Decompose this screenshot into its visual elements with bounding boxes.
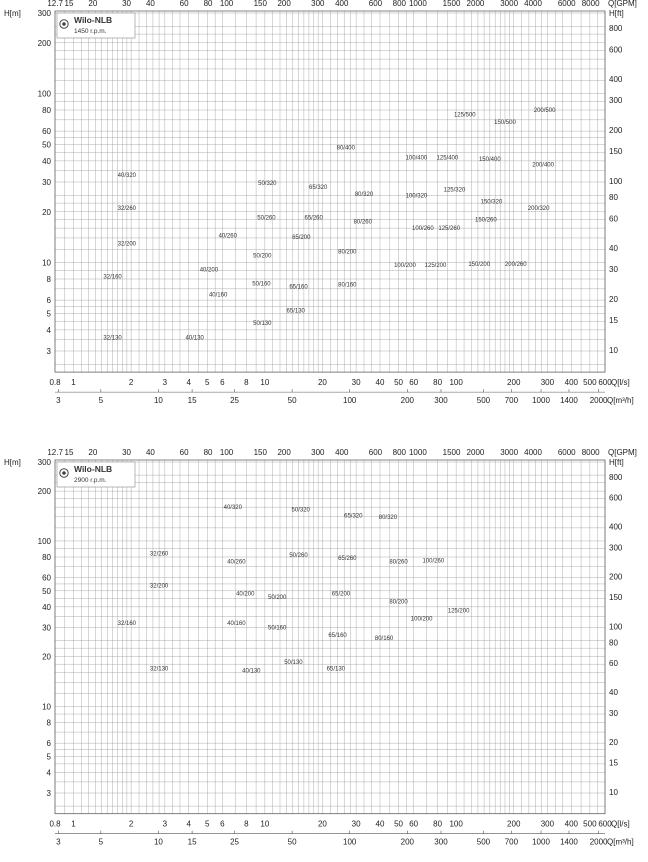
q-ls-tick: 30 xyxy=(351,819,361,829)
h-m-tick: 100 xyxy=(37,536,51,546)
pump-curve-label: 200/320 xyxy=(527,206,550,213)
h-ft-tick: 30 xyxy=(609,265,618,275)
q-gpm-tick: 300 xyxy=(311,0,325,8)
q-ls-tick: 6 xyxy=(220,378,225,388)
pump-curve-label: 32/160 xyxy=(117,620,137,627)
pump-curve-label: 65/200 xyxy=(331,591,351,598)
q-gpm-tick: 800 xyxy=(392,0,407,8)
h-m-tick: 50 xyxy=(42,586,51,596)
h-ft-tick: 200 xyxy=(609,572,623,582)
brand-title: Wilo-NLB xyxy=(74,464,113,474)
pump-curve-label: 125/500 xyxy=(453,112,476,119)
q-ls-tick: 6 xyxy=(220,819,225,829)
q-ls-tick: 400 xyxy=(564,819,578,829)
h-ft-tick: 40 xyxy=(609,688,618,698)
h-ft-tick: 300 xyxy=(609,96,623,106)
pump-curve-label: 100/200 xyxy=(410,616,433,623)
q-ls-tick: 8 xyxy=(244,819,249,829)
pump-curve-label: 40/160 xyxy=(208,292,228,299)
h-ft-tick: 150 xyxy=(609,593,623,603)
pump-curve-label: 65/260 xyxy=(304,215,323,222)
q-m3h-tick: 15 xyxy=(187,837,197,847)
pump-curve-label: 50/160 xyxy=(267,625,287,632)
pump-curve-label: 32/260 xyxy=(117,206,137,213)
h-m-tick: 10 xyxy=(42,702,51,712)
q-gpm-axis-label: Q[GPM] xyxy=(608,0,637,8)
pump-curve-label: 50/130 xyxy=(253,320,272,327)
pump-curve-label: 65/320 xyxy=(344,513,363,520)
h-ft-tick: 800 xyxy=(609,24,623,34)
q-gpm-tick: 100 xyxy=(219,448,234,457)
q-gpm-tick: 20 xyxy=(88,448,98,457)
h-ft-tick: 60 xyxy=(609,214,618,224)
pump-curve-label: 80/200 xyxy=(389,599,408,606)
q-gpm-tick: 40 xyxy=(145,0,155,8)
q-ls-tick: 100 xyxy=(449,378,463,388)
q-gpm-tick: 60 xyxy=(179,0,189,8)
q-ls-tick: 500 xyxy=(583,378,597,388)
pump-curve-label: 80/200 xyxy=(338,249,357,256)
q-m3h-tick: 25 xyxy=(230,837,239,847)
pump-curve-label: 125/320 xyxy=(443,187,466,194)
h-m-tick: 80 xyxy=(42,106,51,116)
h-ft-tick: 800 xyxy=(609,472,623,482)
h-ft-tick: 300 xyxy=(609,543,623,553)
h-m-tick: 60 xyxy=(42,573,51,583)
h-m-tick: 80 xyxy=(42,553,51,563)
h-m-tick: 3 xyxy=(46,789,51,798)
h-ft-axis-label: H[ft] xyxy=(609,458,624,467)
q-ls-tick: 4 xyxy=(186,819,191,829)
pump-curve-label: 65/130 xyxy=(286,308,305,315)
q-gpm-tick: 30 xyxy=(122,0,131,8)
pump-curve-label: 50/320 xyxy=(291,507,310,514)
h-ft-tick: 40 xyxy=(609,244,618,254)
q-ls-tick: 300 xyxy=(540,378,555,388)
h-ft-tick: 20 xyxy=(609,294,618,304)
pump-curve-label: 100/200 xyxy=(394,262,416,269)
q-gpm-tick: 600 xyxy=(368,448,383,457)
speed-label: 1450 r.p.m. xyxy=(74,28,107,35)
q-gpm-tick: 3000 xyxy=(500,0,519,8)
q-ls-tick: 40 xyxy=(375,378,385,388)
q-m3h-axis-label: Q[m³/h] xyxy=(607,396,634,406)
pump-curve-label: 80/320 xyxy=(354,191,374,198)
h-m-tick: 30 xyxy=(42,623,51,633)
q-ls-tick: 200 xyxy=(507,378,521,388)
q-m3h-tick: 1000 xyxy=(532,837,550,847)
q-m3h-tick: 2000 xyxy=(589,837,608,847)
h-ft-tick: 200 xyxy=(609,125,623,135)
h-m-tick: 6 xyxy=(46,739,51,749)
q-gpm-tick: 15 xyxy=(64,0,74,8)
pump-curve-label: 100/260 xyxy=(412,226,434,233)
q-gpm-tick: 6000 xyxy=(557,0,576,8)
pump-curve-label: 200/400 xyxy=(532,162,555,169)
pump-curve-label: 40/200 xyxy=(199,267,219,274)
pump-curve-label: 40/320 xyxy=(223,505,242,512)
h-m-tick: 10 xyxy=(42,258,51,268)
h-ft-tick: 80 xyxy=(609,638,618,648)
pump-curve-label: 40/260 xyxy=(227,559,246,566)
q-gpm-tick: 3000 xyxy=(500,448,519,457)
q-ls-tick: 100 xyxy=(449,819,463,829)
q-gpm-tick: 1500 xyxy=(442,448,461,457)
q-gpm-tick: 2000 xyxy=(466,448,485,457)
q-gpm-tick: 800 xyxy=(392,448,407,457)
pump-curve-label: 50/260 xyxy=(257,215,276,222)
h-ft-tick: 15 xyxy=(609,316,618,326)
h-ft-tick: 30 xyxy=(609,708,618,718)
q-m3h-tick: 200 xyxy=(400,396,414,406)
q-m3h-tick: 100 xyxy=(343,837,357,847)
pump-curve-label: 40/130 xyxy=(242,668,261,675)
h-m-tick: 30 xyxy=(42,178,51,187)
q-ls-tick: 40 xyxy=(375,819,385,829)
q-gpm-tick: 150 xyxy=(253,448,267,457)
pump-curve-label: 150/320 xyxy=(480,199,503,206)
q-m3h-tick: 300 xyxy=(434,396,448,406)
pump-curve-label: 125/260 xyxy=(438,226,461,233)
q-gpm-tick: 30 xyxy=(122,448,131,457)
wilo-logo-icon-center xyxy=(62,22,66,26)
q-gpm-tick: 400 xyxy=(335,448,349,457)
q-ls-tick: 20 xyxy=(317,378,327,388)
q-gpm-tick: 15 xyxy=(64,448,74,457)
h-m-tick: 100 xyxy=(37,89,51,99)
h-ft-tick: 400 xyxy=(609,75,623,85)
pump-curve-label: 40/130 xyxy=(185,335,204,342)
h-ft-tick: 15 xyxy=(609,758,618,768)
q-gpm-tick: 6000 xyxy=(557,448,576,457)
pump-curve-label: 125/200 xyxy=(447,608,470,615)
q-m3h-tick: 25 xyxy=(230,396,239,406)
q-gpm-tick: 12.7 xyxy=(47,448,63,457)
pump-curve-label: 32/200 xyxy=(117,241,137,248)
q-ls-tick: 5 xyxy=(205,378,210,388)
q-ls-tick: 30 xyxy=(351,378,361,388)
h-m-tick: 5 xyxy=(46,309,51,319)
h-m-tick: 200 xyxy=(37,38,51,48)
h-m-tick: 20 xyxy=(42,652,51,662)
h-m-tick: 300 xyxy=(37,9,51,18)
q-gpm-tick: 300 xyxy=(311,448,325,457)
q-ls-tick: 600 xyxy=(598,819,612,829)
pump-curve-label: 65/160 xyxy=(289,284,308,291)
h-m-tick: 8 xyxy=(46,275,51,285)
q-ls-tick: 80 xyxy=(433,378,443,388)
pump-curve-label: 65/260 xyxy=(338,555,357,562)
q-ls-tick: 0.8 xyxy=(49,378,61,388)
q-gpm-tick: 400 xyxy=(335,0,349,8)
q-gpm-tick: 1000 xyxy=(408,0,427,8)
q-ls-tick: 50 xyxy=(394,378,404,388)
pump-curve-label: 200/500 xyxy=(533,108,556,115)
h-m-axis-label: H[m] xyxy=(4,9,21,18)
q-gpm-tick: 8000 xyxy=(581,0,600,8)
q-m3h-tick: 3 xyxy=(56,396,61,406)
q-ls-tick: 400 xyxy=(564,378,578,388)
q-gpm-tick: 200 xyxy=(277,0,291,8)
q-m3h-tick: 1000 xyxy=(532,396,550,406)
wilo-logo-icon-center xyxy=(62,471,66,475)
q-ls-axis-label: Q[l/s] xyxy=(611,819,630,829)
pump-curve-label: 80/400 xyxy=(336,145,355,152)
q-ls-tick: 20 xyxy=(317,819,327,829)
q-gpm-tick: 12.7 xyxy=(47,0,63,8)
h-ft-tick: 60 xyxy=(609,659,618,669)
pump-curve-label: 32/130 xyxy=(149,666,169,673)
chart-2 xyxy=(4,448,637,847)
pump-curve-label: 50/260 xyxy=(289,553,308,560)
q-ls-tick: 2 xyxy=(128,378,134,388)
pump-curve-label: 65/320 xyxy=(308,185,328,192)
h-ft-tick: 100 xyxy=(609,176,623,186)
q-ls-tick: 1 xyxy=(71,378,76,388)
q-gpm-tick: 4000 xyxy=(524,448,542,457)
chart-1 xyxy=(4,0,637,405)
pump-curve-label: 125/400 xyxy=(436,155,459,162)
h-ft-tick: 80 xyxy=(609,193,618,203)
h-ft-tick: 600 xyxy=(609,493,623,503)
q-gpm-tick: 150 xyxy=(253,0,267,8)
q-m3h-tick: 10 xyxy=(153,396,163,406)
q-gpm-axis-label: Q[GPM] xyxy=(608,448,637,457)
pump-curve-label: 32/260 xyxy=(149,551,169,558)
pump-curve-label: 40/160 xyxy=(227,620,246,627)
q-gpm-tick: 80 xyxy=(203,0,213,8)
pump-curve-label: 100/320 xyxy=(405,193,428,200)
q-ls-tick: 0.8 xyxy=(49,819,61,829)
pump-curve-label: 80/160 xyxy=(374,635,394,642)
q-ls-axis-label: Q[l/s] xyxy=(611,378,630,388)
pump-curve-label: 100/400 xyxy=(405,155,428,162)
q-m3h-tick: 700 xyxy=(504,396,519,406)
q-gpm-tick: 1000 xyxy=(408,448,427,457)
q-m3h-tick: 500 xyxy=(476,396,491,406)
h-m-tick: 4 xyxy=(46,768,51,778)
q-ls-tick: 1 xyxy=(71,819,76,829)
pump-curve-label: 32/200 xyxy=(149,583,169,590)
h-m-tick: 4 xyxy=(46,325,51,335)
h-ft-tick: 400 xyxy=(609,522,623,532)
h-m-tick: 40 xyxy=(42,602,51,612)
h-ft-tick: 100 xyxy=(609,622,623,632)
pump-curve-label: 50/200 xyxy=(267,594,287,601)
q-ls-tick: 10 xyxy=(260,819,270,829)
q-gpm-tick: 4000 xyxy=(524,0,542,8)
q-gpm-tick: 1500 xyxy=(442,0,461,8)
q-m3h-tick: 5 xyxy=(98,396,104,406)
q-m3h-tick: 15 xyxy=(187,396,197,406)
h-m-tick: 60 xyxy=(42,127,51,137)
h-m-tick: 200 xyxy=(37,487,51,497)
pump-curve-label: 50/160 xyxy=(252,281,271,288)
q-gpm-tick: 2000 xyxy=(466,0,485,8)
h-ft-tick: 10 xyxy=(609,345,618,355)
pump-curve-label: 32/160 xyxy=(103,274,122,281)
q-m3h-tick: 10 xyxy=(153,837,163,847)
h-ft-tick: 20 xyxy=(609,738,618,748)
q-m3h-tick: 200 xyxy=(400,837,414,847)
h-ft-tick: 600 xyxy=(609,45,623,55)
q-ls-tick: 3 xyxy=(162,819,168,829)
h-m-tick: 6 xyxy=(46,296,51,306)
q-ls-tick: 5 xyxy=(205,819,210,829)
q-ls-tick: 8 xyxy=(244,378,249,388)
h-m-tick: 3 xyxy=(46,347,51,356)
pump-curve-label: 40/320 xyxy=(117,173,137,180)
q-m3h-axis-label: Q[m³/h] xyxy=(607,837,634,847)
pump-curve-label: 50/320 xyxy=(258,181,277,188)
q-ls-tick: 3 xyxy=(162,378,168,388)
plot-frame xyxy=(55,11,605,372)
q-ls-tick: 50 xyxy=(394,819,404,829)
q-m3h-tick: 700 xyxy=(504,837,519,847)
h-m-tick: 5 xyxy=(46,752,51,762)
pump-curve-label: 150/200 xyxy=(468,262,491,269)
q-gpm-tick: 20 xyxy=(88,0,98,8)
h-ft-tick: 10 xyxy=(609,787,618,797)
pump-curve-label: 50/130 xyxy=(284,660,303,667)
h-ft-axis-label: H[ft] xyxy=(609,9,624,18)
pump-curve-label: 80/320 xyxy=(378,514,398,521)
h-m-tick: 50 xyxy=(42,140,51,150)
h-m-tick: 20 xyxy=(42,207,51,217)
q-ls-tick: 4 xyxy=(186,378,191,388)
q-ls-tick: 60 xyxy=(409,378,419,388)
h-m-tick: 40 xyxy=(42,156,51,166)
pump-curve-label: 150/500 xyxy=(494,119,516,126)
pump-curve-label: 150/260 xyxy=(475,217,497,224)
pump-curve-label: 80/160 xyxy=(338,282,357,289)
q-ls-tick: 60 xyxy=(409,819,419,829)
q-m3h-tick: 3 xyxy=(56,837,61,847)
q-ls-tick: 300 xyxy=(540,819,555,829)
pump-curve-label: 65/160 xyxy=(328,633,347,640)
h-m-tick: 8 xyxy=(46,718,51,728)
q-gpm-tick: 8000 xyxy=(581,448,600,457)
pump-curve-label: 125/200 xyxy=(424,262,447,269)
q-gpm-tick: 60 xyxy=(179,448,189,457)
q-m3h-tick: 500 xyxy=(476,837,491,847)
h-m-axis-label: H[m] xyxy=(4,458,21,467)
q-gpm-tick: 100 xyxy=(219,0,234,8)
q-ls-tick: 600 xyxy=(598,378,612,388)
q-gpm-tick: 80 xyxy=(203,448,213,457)
speed-label: 2900 r.p.m. xyxy=(74,477,107,484)
q-ls-tick: 2 xyxy=(128,819,134,829)
q-m3h-tick: 50 xyxy=(287,837,297,847)
pump-curve-label: 65/200 xyxy=(292,234,311,241)
pump-curve-label: 80/260 xyxy=(353,219,372,226)
q-ls-tick: 500 xyxy=(583,819,597,829)
pump-curve-label: 65/130 xyxy=(326,666,346,673)
pump-curve-label: 100/260 xyxy=(422,558,445,565)
pump-curve-label: 40/260 xyxy=(218,233,237,240)
q-m3h-tick: 300 xyxy=(434,837,448,847)
q-gpm-tick: 200 xyxy=(277,448,291,457)
q-m3h-tick: 100 xyxy=(343,396,357,406)
pump-curve-label: 150/400 xyxy=(478,157,501,164)
pump-curve-label: 32/130 xyxy=(103,335,122,342)
pump-curve-label: 40/200 xyxy=(236,591,255,598)
pump-curve-label: 80/260 xyxy=(389,559,408,566)
h-m-tick: 300 xyxy=(37,458,51,467)
h-ft-tick: 150 xyxy=(609,147,623,157)
pump-curve-label: 50/200 xyxy=(253,253,272,260)
brand-title: Wilo-NLB xyxy=(74,15,113,25)
q-m3h-tick: 5 xyxy=(98,837,104,847)
pump-curve-label: 200/260 xyxy=(504,262,527,269)
q-ls-tick: 200 xyxy=(507,819,521,829)
q-m3h-tick: 1400 xyxy=(560,396,578,406)
q-gpm-tick: 600 xyxy=(368,0,383,8)
q-m3h-tick: 1400 xyxy=(560,837,578,847)
q-m3h-tick: 50 xyxy=(287,396,297,406)
q-m3h-tick: 2000 xyxy=(589,396,608,406)
q-ls-tick: 80 xyxy=(433,819,443,829)
q-gpm-tick: 40 xyxy=(145,448,155,457)
q-ls-tick: 10 xyxy=(260,378,270,388)
